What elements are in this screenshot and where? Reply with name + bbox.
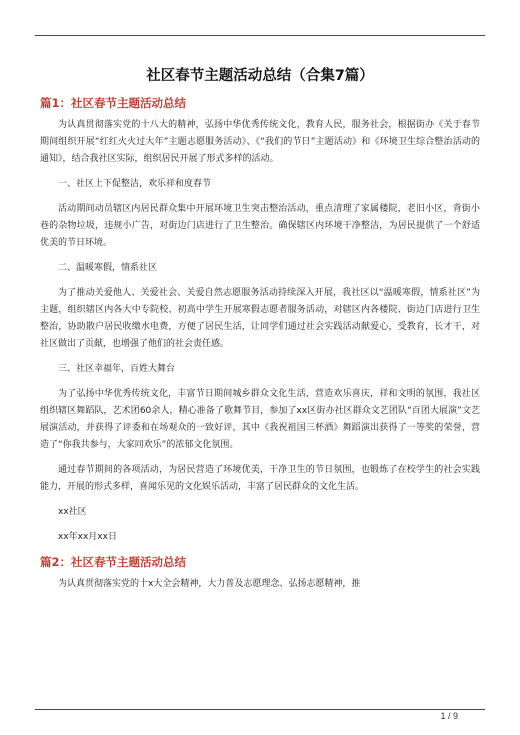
paragraph: 为了推动关爱他人、关爱社会、关爱自然志愿服务活动持续深入开展，我社区以“温暖寒假，情系社区”为主题，组织辖区内各大中专院校、初高中学生开展寒假志愿者服务活动，对辖区内各楼院、街边门店进行卫生整治，协助散户居民收缴水电费，方便了居民生活，让同学们通过社会实践活动献爱心，受教育，长才干，对社区做出了贡献，也增强了他们的社会责任感。 xyxy=(40,288,480,349)
paragraph: 为认真贯彻落实党的十八大的精神，弘扬中华优秀传统文化，教育人民，服务社会，根据街办《关于春节期间组织开展“红红火火过大年”主题志愿服务活动》、《“我们的节日”主题活动》和《环境卫生综合整治活动的通知》，结合我社区实际，组织居民开展了形式多样的活动。 xyxy=(40,120,480,164)
section-2 xyxy=(40,554,480,593)
document-title: 社区春节主题活动总结（合集7篇） xyxy=(146,68,374,84)
header-rule xyxy=(35,35,485,36)
section-1 xyxy=(40,95,480,546)
signature-organization: xx社区 xyxy=(58,507,87,517)
document-body xyxy=(40,64,480,601)
subheading: 一、社区上下促整洁，欢乐祥和度春节 xyxy=(58,179,212,189)
subheading: 三、社区幸福年，百姓大舞台 xyxy=(58,364,176,374)
subheading: 二、温暖寒假，情系社区 xyxy=(58,263,158,273)
paragraph: 活动期间动员辖区内居民群众集中开展环境卫生突击整治活动，重点清理了家属楼院，老旧小区，背街小巷的杂物垃圾，违规小广告，对街边门店进行了卫生整治。确保辖区内环境干净整洁，为居民提供了一个舒适优美的节日环境。 xyxy=(40,204,480,248)
paragraph: 通过春节期间的各项活动，为居民营造了环境优美，干净卫生的节日氛围，也锻炼了在校学生的社会实践能力，开展的形式多样，喜闻乐见的文化娱乐活动，丰富了居民群众的文化生活。 xyxy=(40,465,480,492)
section-heading: 篇2：社区春节主题活动总结 xyxy=(40,555,187,569)
section-heading: 篇1：社区春节主题活动总结 xyxy=(40,96,187,110)
signature-date: xx年xx月xx日 xyxy=(58,532,117,542)
page-number: 1 / 9 xyxy=(440,711,458,721)
footer-rule xyxy=(35,709,485,710)
paragraph: 为认真贯彻落实党的十x大全会精神，大力普及志愿理念、弘扬志愿精神，推 xyxy=(58,579,361,589)
paragraph: 为了弘扬中华优秀传统文化，丰富节日期间城乡群众文化生活，营造欢乐喜庆，祥和文明的氛围，我社区组织辖区舞蹈队，艺术团60余人，精心准备了歌舞节目，参加了xx区街办社区群众文艺团队“百团大展演”文艺展演活动，并获得了评委和在场观众的一致好评，其中《我祝祖国三杯酒》舞蹈演出获得了一等奖的荣誉，营造了“你我共参与，大家同欢乐”的浓郁文化氛围。 xyxy=(40,389,480,450)
